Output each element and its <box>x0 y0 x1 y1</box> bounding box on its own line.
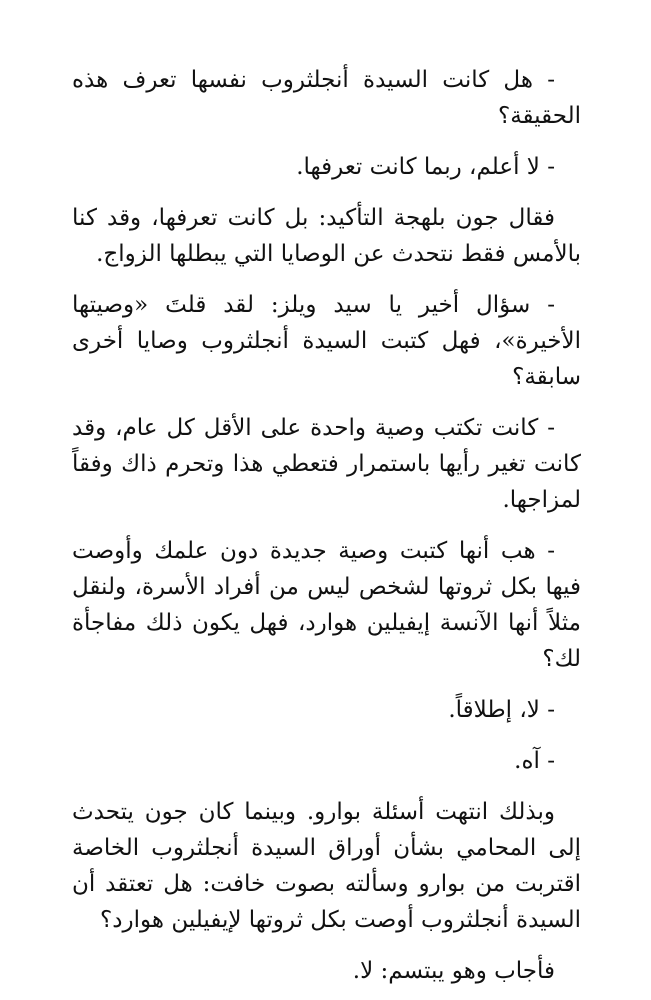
dialogue-question-previous-wills: - سؤال أخير يا سيد ويلز: لقد قلتَ «وصيتها الأخيرة»، فهل كتبت السيدة أنجلثروب وصايا أخرى سابقة؟ <box>72 292 581 390</box>
dialogue-question-knowledge: - هل كانت السيدة أنجلثروب نفسها تعرف هذه الحقيقة؟ <box>72 67 581 129</box>
dialogue-ah: - آه. <box>514 748 555 774</box>
dialogue-question-new-will: - هب أنها كتبت وصية جديدة دون علمك وأوصت فيها بكل ثروتها لشخص ليس من أفراد الأسرة، ولنقل مثلاً أنها الآنسة إيفيلين هوارد، فهل يكون ذلك مفاجأة لك؟ <box>72 538 581 672</box>
dialogue-answer-perhaps: - لا أعلم، ربما كانت تعرفها. <box>296 154 555 180</box>
narration-john-confirms: فقال جون بلهجة التأكيد: بل كانت تعرفها، وقد كنا بالأمس فقط نتحدث عن الوصايا التي يبطلها الزواج. <box>72 205 581 267</box>
narration-poirot-smiles: فأجاب وهو يبتسم: لا. <box>352 958 555 984</box>
dialogue-answer-yearly-will: - كانت تكتب وصية واحدة على الأقل كل عام، وقد كانت تغير رأيها باستمرار فتعطي هذا وتحرم ذاك وفقاً لمزاجها. <box>72 415 581 513</box>
narration-questions-ended: وبذلك انتهت أسئلة بوارو. وبينما كان جون يتحدث إلى المحامي بشأن أوراق السيدة أنجلثروب الخاصة اقتربت من بوارو وسألته بصوت خافت: هل تعتقد أن السيدة أنجلثروب أوصت بكل ثروتها لإيفيلين هوارد؟ <box>72 799 581 933</box>
dialogue-answer-not-at-all: - لا، إطلاقاً. <box>448 697 555 723</box>
